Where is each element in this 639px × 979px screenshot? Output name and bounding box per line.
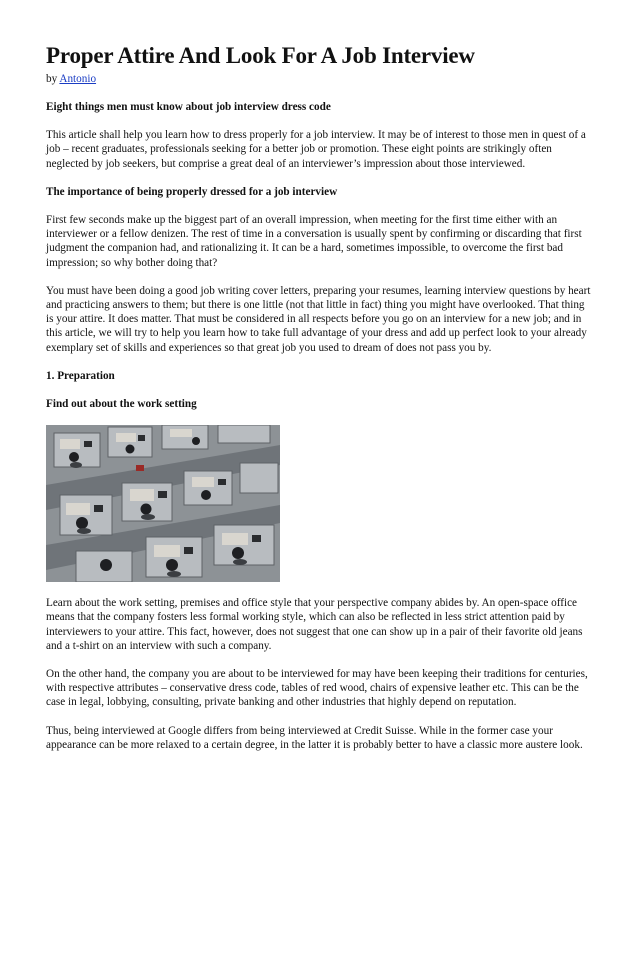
paragraph-traditions: On the other hand, the company you are about to be interviewed for may have been keeping their traditions for centuries, with respective attributes – conservative dress code, tables of red wood, chairs of expensive leather etc. This can be the case in legal, lobbying, consulting, private banking and other industries that highly depend on reputation. [46,668,588,709]
author-link[interactable]: Antonio [59,73,97,85]
article-subtitle: Eight things men must know about job interview dress code [46,101,331,113]
office-cubicles-illustration [46,425,280,582]
office-photo [46,425,280,582]
subheading-work-setting: Find out about the work setting [46,398,197,411]
byline-prefix: by [46,73,60,85]
paragraph-attire: You must have been doing a good job writing cover letters, preparing your resumes, learning interview questions by heart and practicing answers to them; but there is one little (not that little in fact) thing you might have overlooked. That thing is your attire. It does matter. That must be considered in all respects before you go on an interview for a new job; and in this article, we will try to help you learn how to take full advantage of your dress and add up perfect look to your already exemplary set of skills and experiences so that great job you used to dream of does not pass you by. [46,284,591,354]
byline [46,72,594,86]
article [46,42,594,752]
section-heading-preparation: 1. Preparation [46,369,115,382]
section-heading-importance: The importance of being properly dressed for a job interview [46,185,338,198]
article-title: Proper Attire And Look For A Job Interview [46,43,475,68]
intro-paragraph: This article shall help you learn how to dress properly for a job interview. It may be of interest to those men in quest of a job – recent graduates, professionals seeking for a better job or promotion. These eight points are strikingly often neglected by job seekers, but comprise a great deal of an interviewer’s impression about those interviewed. [46,129,586,170]
paragraph-work-setting: Learn about the work setting, premises and office style that your perspective company abides by. An open-space office means that the company fosters less formal working style, which can also be reflected in less strict attention paid by interviewers to your attire. This fact, however, does not suggest that one can show up in a pair of their favorite old jeans and a t-shirt on an interview with such a company. [46,597,583,652]
paragraph-google-vs-credit-suisse: Thus, being interviewed at Google differs from being interviewed at Credit Suisse. While in the former case your appearance can be more relaxed to a certain degree, in the latter it is probably better to have a classic more austere look. [46,724,583,751]
paragraph-first-impression: First few seconds make up the biggest part of an overall impression, when meeting for the first time either with an interviewer or a fellow denizen. The rest of time in a conversation is usually spent by confirming or discarding that first judgment the companion had, and rationalizing it. It can be a hard, sometimes impossible, to overcome the first bad impression; so why bother doing that? [46,214,582,269]
